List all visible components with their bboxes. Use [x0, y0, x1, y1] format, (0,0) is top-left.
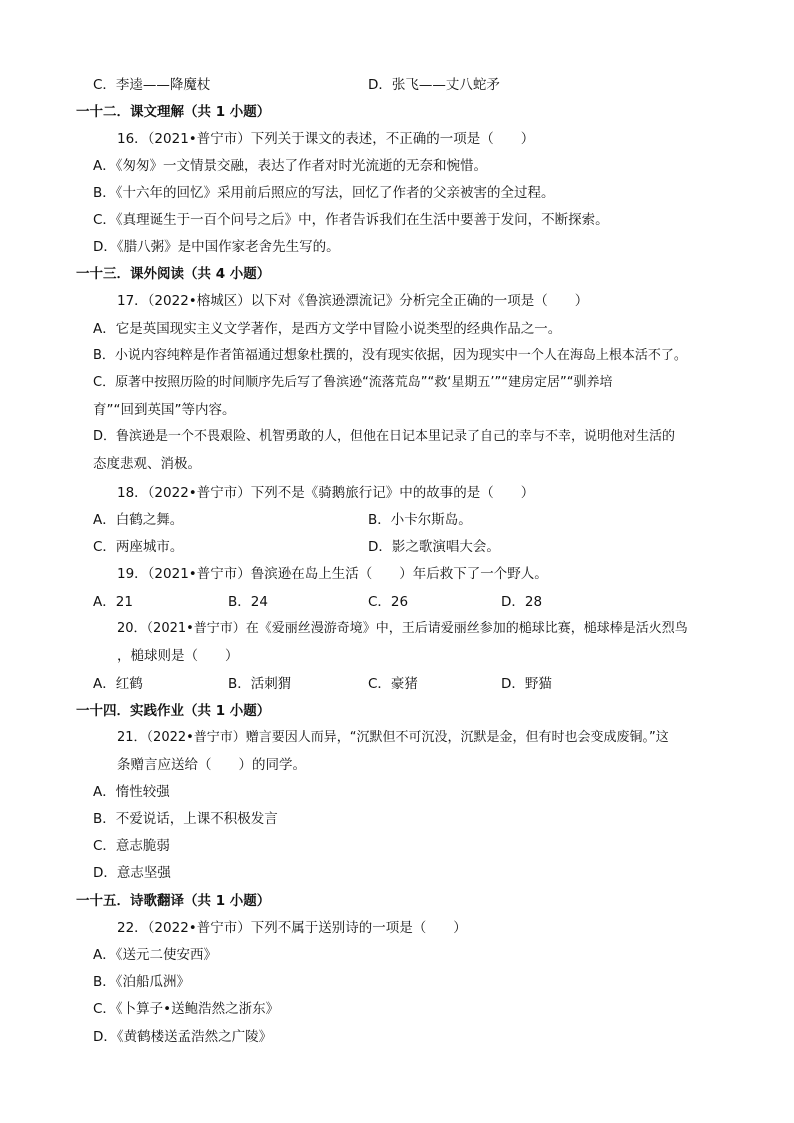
- option-a: A．《匆匆》一文情景交融，表达了作者对时光流逝的无奈和惋惜。: [93, 158, 487, 174]
- section-title: 一十五．诗歌翻译（共 1 小题）: [76, 893, 271, 909]
- question-stem: 19．（2021•普宁市）鲁滨逊在岛上生活（ ）年后救下了一个野人。: [117, 566, 548, 582]
- option-b: B．小卡尔斯岛。: [368, 512, 472, 528]
- option-a: A．《送元二使安西》: [93, 947, 217, 963]
- option-c: C．《卜算子•送鲍浩然之浙东》: [93, 1001, 280, 1017]
- option-c: C．豪猪: [368, 676, 418, 692]
- option-d-cont: 态度悲观、消极。: [93, 456, 201, 472]
- option-a: A．白鹤之舞。: [93, 512, 184, 528]
- option-d: D．张飞——丈八蛇矛: [368, 77, 500, 93]
- question-stem: 20．（2021•普宁市）在《爱丽丝漫游奇境》中，王后请爱丽丝参加的槌球比赛，槌球棒是活火烈鸟: [117, 621, 688, 636]
- question-stem: 21．（2022•普宁市）赠言要因人而异，“沉默但不可沉没，沉默是金，但有时也会变成废铜。”这: [117, 730, 669, 745]
- option-b: B．小说内容纯粹是作者笛福通过想象杜撰的，没有现实依据，因为现实中一个人在海岛上根本活不了。: [93, 348, 687, 363]
- option-d: D．野猫: [501, 676, 552, 692]
- question-stem: 16．（2021•普宁市）下列关于课文的表述，不正确的一项是（ ）: [117, 131, 535, 147]
- option-d: D．《黄鹤楼送孟浩然之广陵》: [93, 1029, 273, 1045]
- option-a: A．红鹤: [93, 676, 143, 692]
- option-b: B．《泊船瓜洲》: [93, 974, 191, 990]
- option-c: C．《真理诞生于一百个问号之后》中，作者告诉我们在生活中要善于发问，不断探索。: [93, 212, 609, 228]
- option-c: C．意志脆弱: [93, 838, 170, 854]
- option-c: C．原著中按照历险的时间顺序先后写了鲁滨逊“流落荒岛”“救‘星期五’”“建房定居”“驯养培: [93, 375, 613, 390]
- option-d: D．影之歌演唱大会。: [368, 539, 500, 555]
- section-title: 一十二．课文理解（共 1 小题）: [76, 104, 271, 120]
- option-c: C．李逵——降魔杖: [93, 77, 211, 93]
- question-stem: 17．（2022•榕城区）以下对《鲁滨逊漂流记》分析完全正确的一项是（ ）: [117, 293, 589, 309]
- option-c: C．两座城市。: [93, 539, 184, 555]
- option-d: D．意志坚强: [93, 865, 171, 881]
- option-c-cont: 育”“回到英国”等内容。: [93, 402, 236, 418]
- option-c: C．26: [368, 594, 409, 610]
- question-stem-cont: ，槌球则是（ ）: [117, 648, 239, 664]
- option-a: A．惰性较强: [93, 784, 170, 800]
- option-d: D．28: [501, 594, 543, 610]
- option-b: B．《十六年的回忆》采用前后照应的写法，回忆了作者的父亲被害的全过程。: [93, 185, 555, 201]
- option-a: A．21: [93, 594, 133, 610]
- question-stem: 18．（2022•普宁市）下列不是《骑鹅旅行记》中的故事的是（ ）: [117, 485, 535, 501]
- section-title: 一十三．课外阅读（共 4 小题）: [76, 266, 271, 282]
- option-b: B．活刺猬: [228, 676, 292, 692]
- question-stem-cont: 条赠言应送给（ ）的同学。: [117, 757, 306, 773]
- option-d: D．鲁滨逊是一个不畏艰险、机智勇敢的人，但他在日记本里记录了自己的幸与不幸，说明他对生活的: [93, 429, 676, 444]
- question-stem: 22．（2022•普宁市）下列不属于送别诗的一项是（ ）: [117, 920, 467, 936]
- option-a: A．它是英国现实主义文学著作，是西方文学中冒险小说类型的经典作品之一。: [93, 321, 562, 337]
- section-title: 一十四．实践作业（共 1 小题）: [76, 703, 271, 719]
- option-b: B．不爱说话，上课不积极发言: [93, 811, 278, 827]
- option-d: D．《腊八粥》是中国作家老舍先生写的。: [93, 239, 340, 255]
- option-b: B．24: [228, 594, 268, 610]
